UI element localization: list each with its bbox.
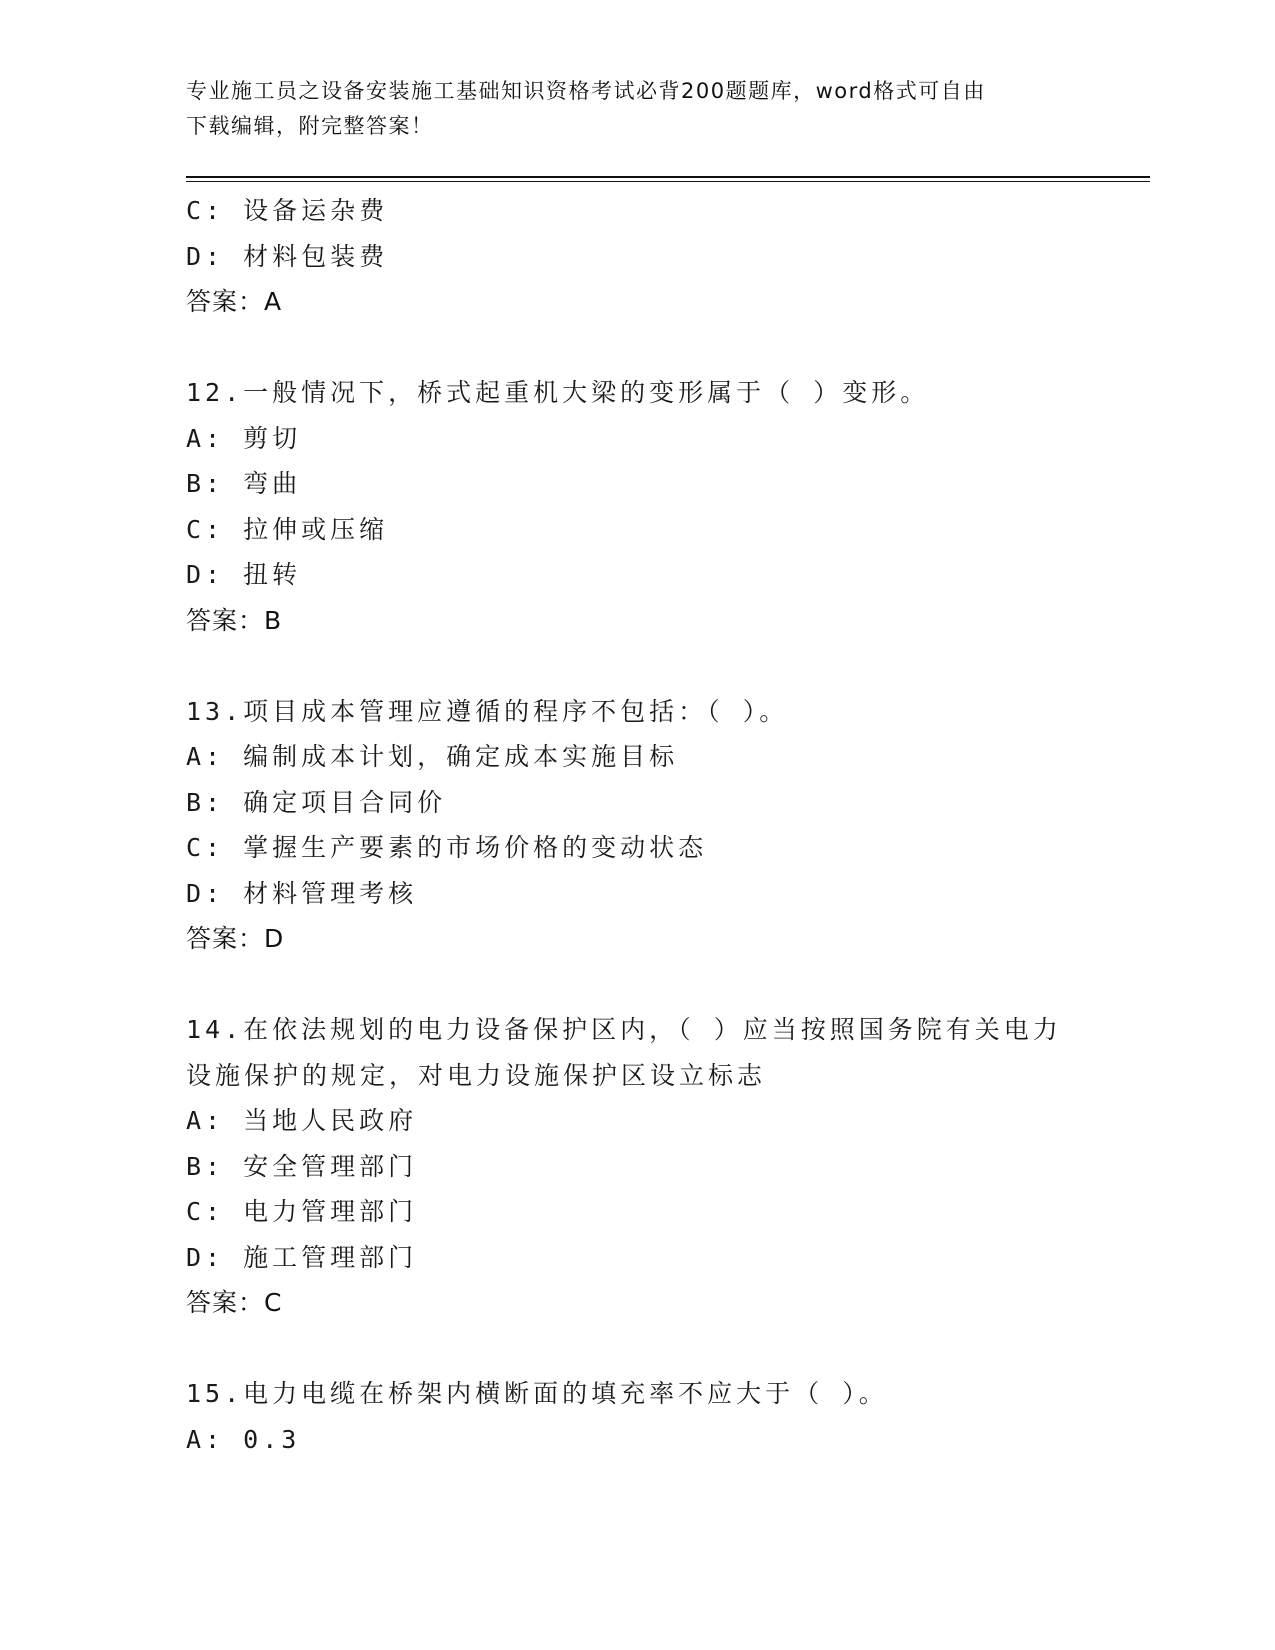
spacer — [186, 325, 1126, 371]
question-stem-line-1: 14.在依法规划的电力设备保护区内，（ ）应当按照国务院有关电力 — [186, 1015, 1062, 1044]
option-a: A: 编制成本计划，确定成本实施目标 — [186, 742, 679, 771]
question-block-15 — [186, 1371, 1126, 1462]
option-d: D: 扭转 — [186, 560, 302, 589]
header-title-line-2: 下载编辑，附完整答案！ — [186, 114, 434, 138]
spacer — [186, 643, 1126, 689]
option-c: C: 设备运杂费 — [186, 196, 389, 225]
option-b: B: 安全管理部门 — [186, 1151, 418, 1181]
option-c: C: 掌握生产要素的市场价格的变动状态 — [186, 833, 708, 862]
option-d: D: 施工管理部门 — [186, 1242, 418, 1272]
question-block-13 — [186, 689, 1126, 962]
option-a: A: 剪切 — [186, 423, 302, 453]
question-stem-line-2: 设施保护的规定，对电力设施保护区设立标志 — [186, 1060, 767, 1090]
option-d: D: 材料管理考核 — [186, 878, 418, 908]
option-c: C: 电力管理部门 — [186, 1197, 418, 1226]
answer-label: 答案：D — [186, 924, 285, 953]
question-list — [186, 188, 1126, 1462]
spacer — [186, 962, 1126, 1008]
spacer — [186, 1326, 1126, 1372]
header-title-line-1: 专业施工员之设备安装施工基础知识资格考试必背200题题库，word格式可自由 — [186, 79, 986, 103]
answer-label: 答案：B — [186, 605, 283, 635]
option-b: B: 确定项目合同价 — [186, 787, 447, 817]
question-stem: 15.电力电缆在桥架内横断面的填充率不应大于（ ）。 — [186, 1379, 888, 1408]
option-a: A: 当地人民政府 — [186, 1106, 418, 1135]
header-divider-thin — [186, 181, 1150, 182]
option-a: A: 0.3 — [186, 1424, 301, 1454]
option-c: C: 拉伸或压缩 — [186, 514, 389, 544]
document-header — [186, 74, 1066, 144]
option-b: B: 弯曲 — [186, 469, 302, 498]
question-stem: 12.一般情况下，桥式起重机大梁的变形属于（ ）变形。 — [186, 378, 930, 407]
question-stem: 13.项目成本管理应遵循的程序不包括：（ ）。 — [186, 696, 789, 726]
question-block-14 — [186, 1007, 1126, 1326]
question-block-11 — [186, 188, 1126, 325]
question-block-12 — [186, 370, 1126, 643]
option-d: D: 材料包装费 — [186, 241, 389, 271]
answer-label: 答案：C — [186, 1288, 283, 1317]
answer-label: 答案：A — [186, 287, 283, 316]
header-divider — [186, 176, 1150, 178]
